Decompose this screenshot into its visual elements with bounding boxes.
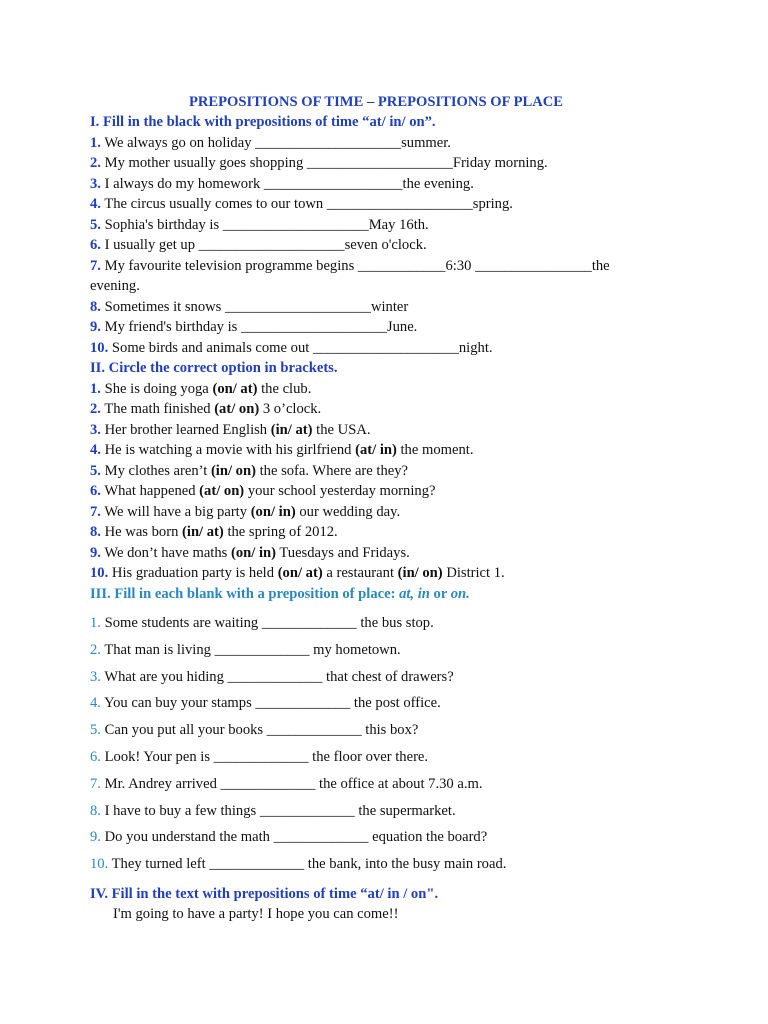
section-4-intro: I'm going to have a party! I hope you can come!!: [113, 906, 399, 923]
item-number: 1.: [90, 380, 101, 397]
exercise-item: [90, 461, 650, 482]
heading-text: or: [429, 585, 451, 602]
exercise-item: [90, 563, 650, 584]
item-text: Mr. Andrey arrived _____________ the office at about 7.30 a.m.: [104, 775, 483, 792]
item-number: 5.: [90, 216, 101, 233]
item-text: Some birds and animals come out ____________________night.: [111, 339, 493, 356]
item-number: 4.: [90, 196, 101, 212]
item-text: a restaurant: [322, 565, 398, 581]
exercise-item: [90, 235, 650, 256]
exercise-item: [90, 256, 650, 297]
exercise-item: [90, 133, 650, 154]
option-choice[interactable]: (in/ at): [182, 524, 224, 540]
exercise-item: [90, 338, 650, 359]
item-text: What are you hiding _____________ that chest of drawers?: [104, 668, 454, 685]
section-3-list: [90, 610, 650, 878]
exercise-item: [90, 851, 650, 878]
item-text: Do you understand the math _____________ equation the board?: [104, 829, 488, 846]
item-text: District 1.: [442, 565, 505, 581]
item-number: 7.: [90, 775, 101, 792]
item-number: 6.: [90, 748, 101, 765]
item-number: 6.: [90, 237, 101, 253]
item-text: What happened: [104, 483, 200, 499]
item-text: My clothes aren’t: [104, 462, 211, 479]
exercise-item: [90, 664, 650, 691]
item-text: My mother usually goes shopping ____________________Friday morning.: [104, 155, 548, 171]
item-number: 10.: [90, 565, 109, 581]
item-text: The math finished: [104, 401, 215, 417]
heading-emphasis: at, in: [399, 585, 430, 602]
option-choice[interactable]: (at/ in): [355, 442, 397, 458]
item-number: 5.: [90, 462, 101, 479]
item-number: 6.: [90, 483, 101, 499]
item-number: 8.: [90, 524, 101, 540]
exercise-item: [90, 824, 650, 851]
option-choice[interactable]: (on/ in): [230, 544, 276, 561]
item-text: your school yesterday morning?: [244, 483, 436, 499]
item-number: 8.: [90, 802, 101, 819]
section-3-heading: [90, 584, 650, 605]
item-text: He was born: [104, 524, 183, 540]
item-number: 3.: [90, 175, 101, 192]
option-choice[interactable]: (at/ on): [199, 483, 245, 499]
item-number: 2.: [90, 401, 101, 417]
item-number: 1.: [90, 615, 101, 631]
item-text: I always do my homework ___________________the evening.: [104, 175, 474, 192]
option-choice[interactable]: (on/ in): [250, 503, 296, 520]
item-number: 8.: [90, 298, 101, 315]
item-text: I have to buy a few things _____________ the supermarket.: [104, 802, 456, 819]
item-text: 3 o’clock.: [259, 401, 322, 417]
section-2-list: [90, 379, 650, 584]
exercise-item: [90, 481, 650, 502]
item-number: 2.: [90, 641, 101, 658]
item-number: 1.: [90, 134, 101, 151]
item-number: 4.: [90, 442, 101, 458]
item-number: 10.: [90, 339, 109, 356]
exercise-item: [90, 502, 650, 523]
item-text: She is doing yoga: [104, 380, 213, 397]
item-text: His graduation party is held: [111, 565, 278, 581]
exercise-item: [90, 771, 650, 798]
exercise-item: [90, 420, 650, 441]
exercise-item: [90, 690, 650, 717]
item-number: 9.: [90, 319, 101, 335]
item-number: 7.: [90, 503, 101, 520]
item-text: The circus usually comes to our town ____________________spring.: [104, 196, 513, 212]
item-text: Sophia's birthday is ____________________May 16th.: [104, 216, 429, 233]
item-text: the sofa. Where are they?: [255, 462, 409, 479]
section-4-heading: IV. Fill in the text with prepositions of time “at/ in / on".: [90, 885, 439, 902]
item-number: 9.: [90, 829, 101, 846]
exercise-item: [90, 317, 650, 338]
exercise-item: [90, 440, 650, 461]
exercise-item: [90, 399, 650, 420]
exercise-item: [90, 522, 650, 543]
item-text: We always go on holiday ____________________summer.: [104, 134, 451, 151]
item-text: My friend's birthday is ____________________June.: [104, 319, 418, 335]
worksheet-page: [90, 92, 650, 925]
exercise-item: [90, 194, 650, 215]
item-number: 7.: [90, 257, 101, 274]
item-number: 9.: [90, 544, 101, 561]
item-text: Look! Your pen is _____________ the floor over there.: [104, 748, 429, 765]
item-text: I usually get up ____________________seven o'clock.: [104, 237, 427, 253]
item-text: My favourite television programme begins ____________6:30 ________________the evening.: [90, 257, 610, 294]
section-1-list: [90, 133, 650, 359]
section-1-heading: I. Fill in the black with prepositions of time “at/ in/ on”.: [90, 114, 436, 130]
item-number: 10.: [90, 856, 109, 873]
option-choice[interactable]: (in/ on): [397, 565, 443, 581]
exercise-item: [90, 744, 650, 771]
option-choice[interactable]: (at/ on): [214, 401, 260, 417]
item-text: our wedding day.: [295, 503, 401, 520]
exercise-item: [90, 543, 650, 564]
exercise-item: [90, 717, 650, 744]
exercise-item: [90, 153, 650, 174]
heading-emphasis: on.: [450, 585, 470, 602]
exercise-item: [90, 637, 650, 664]
item-text: Sometimes it snows ____________________winter: [104, 298, 409, 315]
item-text: Some students are waiting _____________ the bus stop.: [104, 615, 434, 631]
option-choice[interactable]: (on/ at): [277, 565, 323, 581]
exercise-item: [90, 610, 650, 637]
exercise-item: [90, 174, 650, 195]
exercise-item: [90, 798, 650, 825]
item-number: 5.: [90, 722, 101, 739]
exercise-item: [90, 215, 650, 236]
option-choice[interactable]: (in/ at): [270, 421, 313, 438]
item-number: 4.: [90, 695, 101, 712]
section-2-heading: II. Circle the correct option in brackets.: [90, 360, 338, 376]
item-number: 3.: [90, 421, 101, 438]
exercise-item: [90, 379, 650, 400]
item-number: 2.: [90, 155, 101, 171]
item-text: the spring of 2012.: [223, 524, 338, 540]
item-text: They turned left _____________ the bank, into the busy main road.: [111, 856, 507, 873]
exercise-item: [90, 297, 650, 318]
item-text: Her brother learned English: [104, 421, 271, 438]
page-title: PREPOSITIONS OF TIME – PREPOSITIONS OF PLACE: [188, 94, 564, 110]
item-text: the club.: [257, 380, 312, 397]
item-text: We don’t have maths: [104, 544, 231, 561]
item-text: That man is living _____________ my hometown.: [104, 641, 401, 658]
option-choice[interactable]: (on/ at): [212, 380, 258, 397]
item-text: Can you put all your books _____________ this box?: [104, 722, 419, 739]
option-choice[interactable]: (in/ on): [210, 462, 256, 479]
item-text: We will have a big party: [104, 503, 251, 520]
item-text: the USA.: [312, 421, 371, 438]
item-text: You can buy your stamps _____________ the post office.: [104, 695, 441, 712]
item-text: Tuesdays and Fridays.: [276, 544, 410, 561]
item-number: 3.: [90, 668, 101, 685]
item-text: the moment.: [396, 442, 474, 458]
item-text: He is watching a movie with his girlfriend: [104, 442, 356, 458]
heading-text: III. Fill in each blank with a preposition of place:: [90, 585, 400, 602]
